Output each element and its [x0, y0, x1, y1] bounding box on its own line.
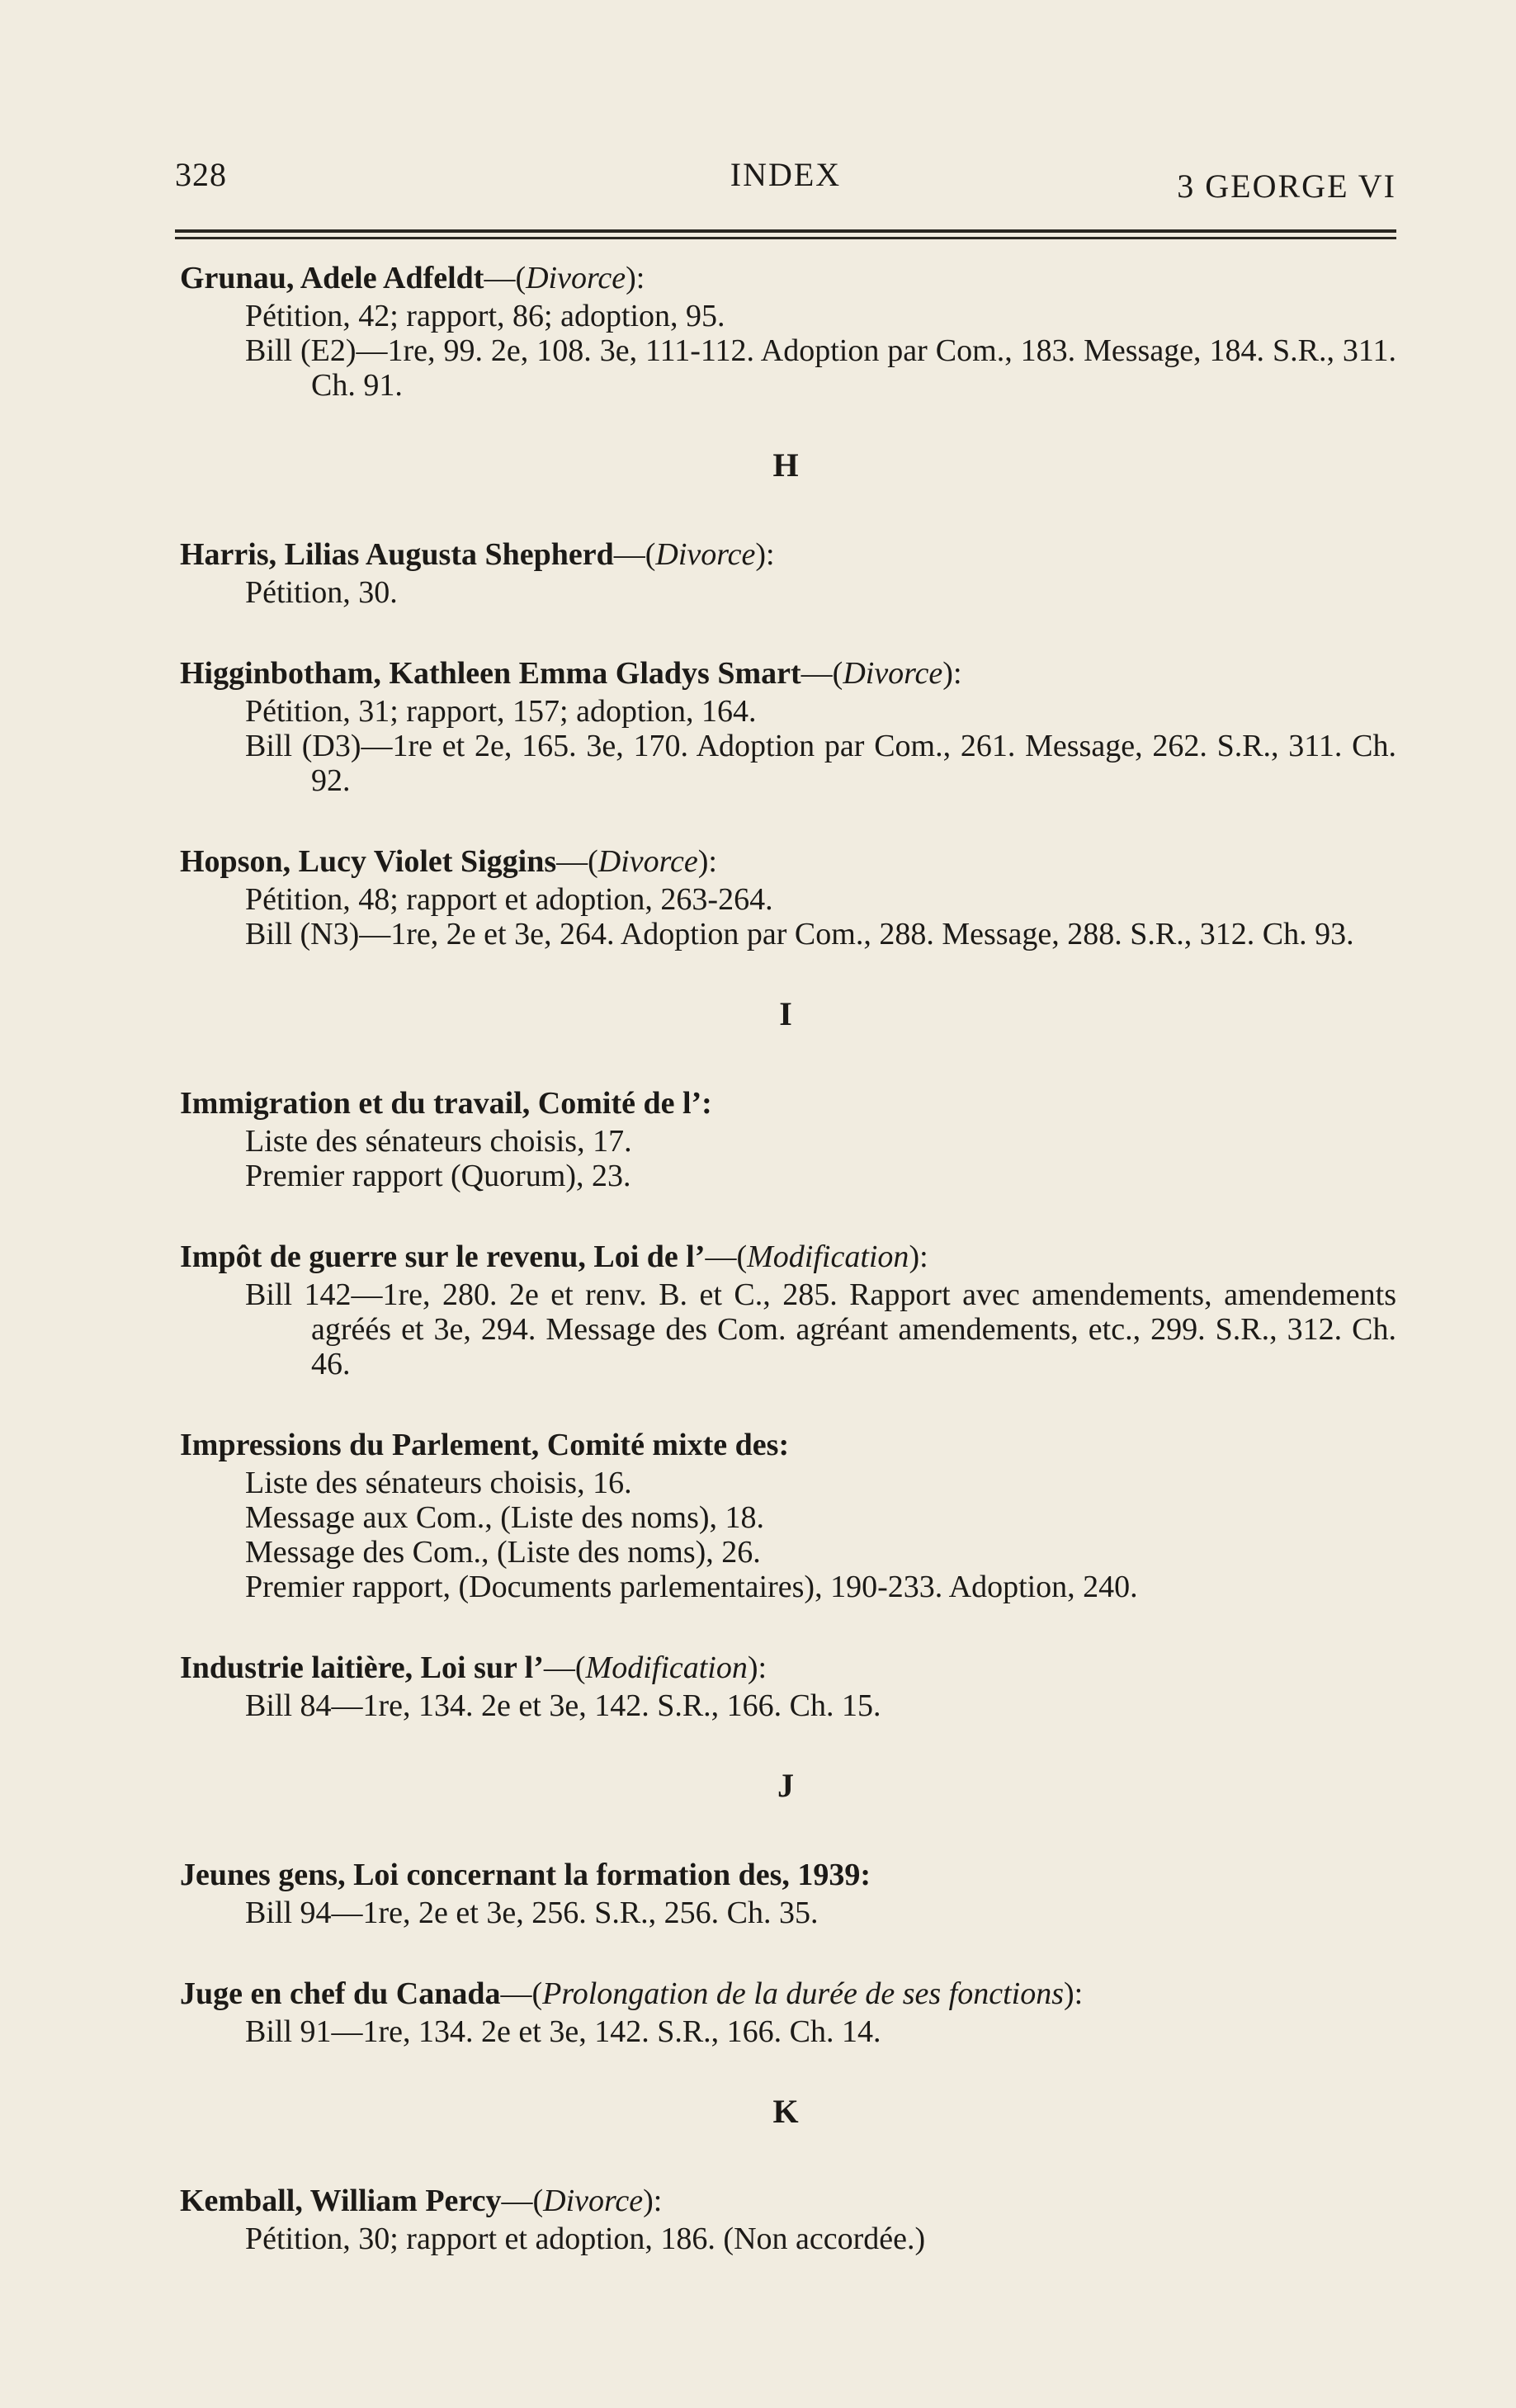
section-title: INDEX — [730, 156, 842, 193]
entry-heading: Higginbotham, Kathleen Emma Gladys Smart—(Divorce): — [180, 656, 962, 691]
entry-name: Jeunes gens, Loi concernant la formation des, 1939: — [180, 1858, 871, 1892]
index-entry — [175, 1083, 1396, 1193]
index-entry — [175, 257, 1396, 403]
entry-line: Message aux Com., (Liste des noms), 18. — [245, 1500, 765, 1535]
entry-heading: Kemball, William Percy—(Divorce): — [180, 2184, 663, 2218]
entry-line: Liste des sénateurs choisis, 16. — [245, 1466, 632, 1500]
entry-heading: Grunau, Adele Adfeldt—(Divorce): — [180, 261, 645, 295]
entry-line: Premier rapport, (Documents parlementaires), 190-233. Adoption, 240. — [245, 1570, 1138, 1604]
section-letter: I — [779, 995, 792, 1032]
entry-heading — [180, 1854, 1396, 1896]
entry-line: Bill 91—1re, 134. 2e et 3e, 142. S.R., 166. Ch. 14. — [245, 2014, 881, 2049]
entry-qualifier: Divorce — [843, 656, 943, 691]
entry-name: Higginbotham, Kathleen Emma Gladys Smart — [180, 656, 801, 691]
section-letter: H — [772, 446, 799, 484]
header-rule-double — [175, 237, 1396, 239]
section-letter: K — [772, 2093, 799, 2130]
entry-name: Grunau, Adele Adfeldt — [180, 261, 484, 295]
entry-line: Bill 94—1re, 2e et 3e, 256. S.R., 256. Ch. 35. — [245, 1896, 819, 1930]
index-entry — [175, 1236, 1396, 1381]
entry-qualifier: Prolongation de la durée de ses fonctions — [542, 1976, 1064, 2011]
entry-heading — [180, 1424, 1396, 1466]
entry-name: Harris, Lilias Augusta Shepherd — [180, 537, 614, 572]
entry-heading: Industrie laitière, Loi sur l’—(Modification): — [180, 1650, 767, 1685]
entry-qualifier: Divorce — [597, 844, 698, 879]
entry-qualifier: Modification — [585, 1650, 748, 1685]
entry-line: Pétition, 30. — [245, 575, 398, 610]
page-number: 328 — [175, 156, 227, 193]
entry-line: Pétition, 30; rapport et adoption, 186. (Non accordée.) — [245, 2221, 926, 2256]
entry-line: Bill (E2)—1re, 99. 2e, 108. 3e, 111-112. Adoption par Com., 183. Message, 184. S.R., 311. Ch. 91. — [245, 333, 1396, 403]
running-head — [175, 155, 1396, 205]
entry-name: Kemball, William Percy — [180, 2184, 502, 2218]
entry-line: Message des Com., (Liste des noms), 26. — [245, 1535, 761, 1570]
entry-heading: Impôt de guerre sur le revenu, Loi de l’—(Modification): — [180, 1239, 928, 1274]
entry-line: Bill 142—1re, 280. 2e et renv. B. et C., 285. Rapport avec amendements, amendements agréés et 3e, 294. Message des Com. agréant amendements, etc., 299. S.R., 312. Ch. 46. — [245, 1277, 1396, 1381]
entry-qualifier: Divorce — [543, 2184, 644, 2218]
entry-line: Bill (D3)—1re et 2e, 165. 3e, 170. Adoption par Com., 261. Message, 262. S.R., 311. Ch. 92. — [245, 729, 1396, 798]
index-entry — [175, 534, 1396, 610]
section-letter: J — [777, 1767, 794, 1804]
entry-name: Immigration et du travail, Comité de l’: — [180, 1086, 712, 1121]
entry-name: Juge en chef du Canada — [180, 1976, 501, 2011]
entry-name: Hopson, Lucy Violet Siggins — [180, 844, 557, 879]
index-entry — [175, 653, 1396, 798]
index-entry — [175, 1647, 1396, 1723]
entry-heading — [180, 1083, 1396, 1124]
entry-line: Pétition, 48; rapport et adoption, 263-264. — [245, 882, 773, 917]
entry-name: Impôt de guerre sur le revenu, Loi de l’ — [180, 1239, 706, 1274]
entry-line: Bill (N3)—1re, 2e et 3e, 264. Adoption par Com., 288. Message, 288. S.R., 312. Ch. 93. — [245, 917, 1354, 951]
entry-line: Pétition, 31; rapport, 157; adoption, 164. — [245, 694, 757, 729]
index-entries — [175, 257, 1396, 2299]
entry-heading: Harris, Lilias Augusta Shepherd—(Divorce): — [180, 537, 775, 572]
entry-name: Industrie laitière, Loi sur l’ — [180, 1650, 544, 1685]
volume-label: 3 GEORGE VI — [1177, 168, 1396, 205]
entry-line: Pétition, 42; rapport, 86; adoption, 95. — [245, 299, 725, 333]
index-entry — [175, 1973, 1396, 2049]
entry-heading: Hopson, Lucy Violet Siggins—(Divorce): — [180, 844, 717, 879]
index-entry — [175, 2180, 1396, 2256]
entry-heading: Juge en chef du Canada—(Prolongation de la durée de ses fonctions): — [180, 1976, 1084, 2011]
entry-line: Bill 84—1re, 134. 2e et 3e, 142. S.R., 166. Ch. 15. — [245, 1688, 881, 1723]
entry-line: Premier rapport (Quorum), 23. — [245, 1159, 631, 1193]
index-entry — [175, 1854, 1396, 1930]
entry-line: Liste des sénateurs choisis, 17. — [245, 1124, 632, 1159]
header-rule — [175, 229, 1396, 233]
entry-name: Impressions du Parlement, Comité mixte des: — [180, 1428, 790, 1462]
entry-qualifier: Modification — [747, 1239, 909, 1274]
entry-qualifier: Divorce — [655, 537, 756, 572]
index-entry — [175, 1424, 1396, 1604]
index-entry — [175, 841, 1396, 951]
entry-qualifier: Divorce — [526, 261, 626, 295]
